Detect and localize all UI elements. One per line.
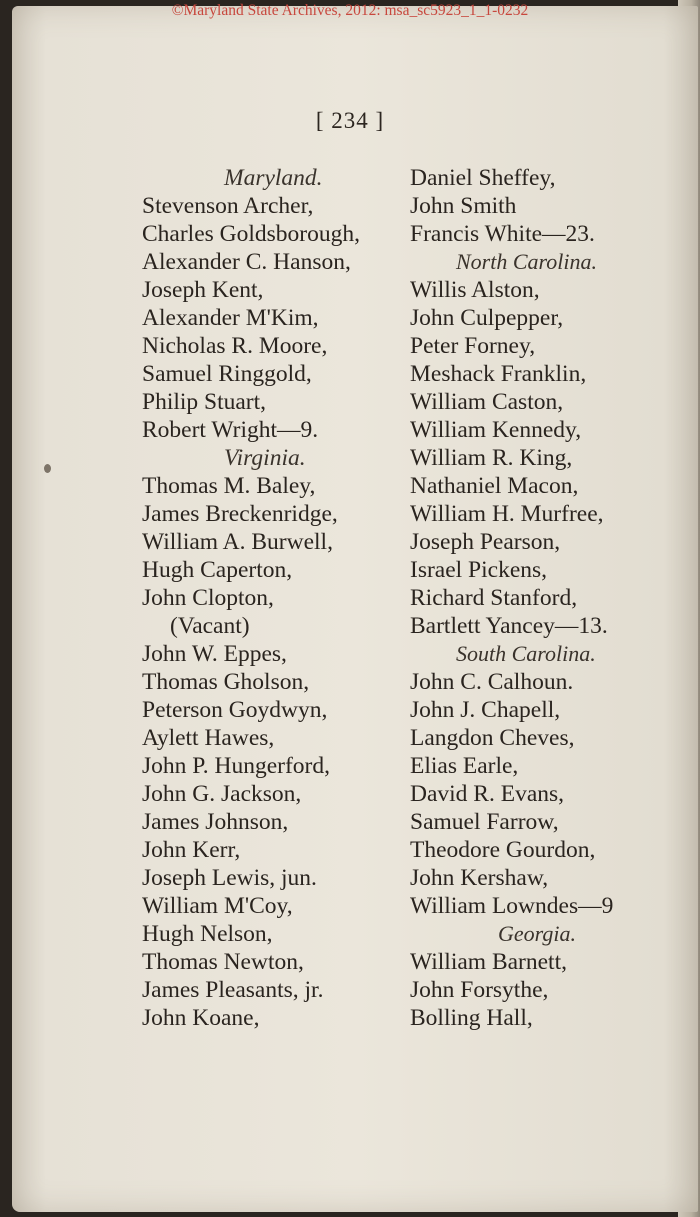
member-name: (Vacant) — [170, 613, 250, 639]
member-name: Robert Wright—9. — [142, 417, 319, 443]
member-name: Elias Earle, — [410, 753, 519, 779]
member-name: Nathaniel Macon, — [410, 473, 579, 499]
member-name: John Forsythe, — [410, 977, 549, 1003]
member-name: Hugh Caperton, — [142, 557, 293, 583]
member-name: Bolling Hall, — [410, 1005, 533, 1031]
member-name: William Barnett, — [410, 949, 567, 975]
member-name: Philip Stuart, — [142, 389, 267, 415]
member-name: John Smith — [410, 193, 517, 219]
member-name: Richard Stanford, — [410, 585, 578, 611]
member-name: Hugh Nelson, — [142, 921, 273, 947]
member-name: John Clopton, — [142, 585, 274, 611]
member-name: Aylett Hawes, — [142, 725, 275, 751]
member-name: William R. King, — [410, 445, 573, 471]
member-name: Thomas Newton, — [142, 949, 304, 975]
member-name: Samuel Farrow, — [410, 809, 559, 835]
member-name: William M'Coy, — [142, 893, 293, 919]
member-name: William Caston, — [410, 389, 564, 415]
member-name: Peter Forney, — [410, 333, 536, 359]
member-name: Israel Pickens, — [410, 557, 548, 583]
member-name: Thomas Gholson, — [142, 669, 310, 695]
state-heading: Virginia. — [224, 445, 306, 471]
member-name: Stevenson Archer, — [142, 193, 314, 219]
member-name: Willis Alston, — [410, 277, 540, 303]
member-name: Alexander M'Kim, — [142, 305, 319, 331]
member-name: Francis White—23. — [410, 221, 595, 247]
member-name: John Kershaw, — [410, 865, 549, 891]
member-name: James Breckenridge, — [142, 501, 338, 527]
member-name: Joseph Pearson, — [410, 529, 561, 555]
member-name: David R. Evans, — [410, 781, 565, 807]
member-name: Bartlett Yancey—13. — [410, 613, 608, 639]
member-name: William Kennedy, — [410, 417, 582, 443]
left-column — [142, 164, 360, 1032]
member-name: John Culpepper, — [410, 305, 564, 331]
member-name: William A. Burwell, — [142, 529, 333, 555]
page-number: [ 234 ] — [315, 108, 385, 133]
member-name: Alexander C. Hanson, — [142, 249, 351, 275]
member-name: Peterson Goydwyn, — [142, 697, 328, 723]
member-name: Langdon Cheves, — [410, 725, 575, 751]
member-name: Meshack Franklin, — [410, 361, 587, 387]
member-name: Nicholas R. Moore, — [142, 333, 328, 359]
member-name: William H. Murfree, — [410, 501, 604, 527]
member-name: John G. Jackson, — [142, 781, 302, 807]
member-name: John C. Calhoun. — [410, 669, 574, 695]
member-name: Joseph Lewis, jun. — [142, 865, 317, 891]
right-column — [410, 164, 613, 1032]
member-name: Charles Goldsborough, — [142, 221, 361, 247]
member-name: Samuel Ringgold, — [142, 361, 312, 387]
state-heading: North Carolina. — [456, 249, 597, 274]
member-name: John W. Eppes, — [142, 641, 287, 667]
member-name: John J. Chapell, — [410, 697, 561, 723]
member-name: James Pleasants, jr. — [142, 977, 324, 1003]
member-name: Daniel Sheffey, — [410, 165, 556, 191]
archive-watermark: ©Maryland State Archives, 2012: msa_sc5923_1_1-0232 — [171, 2, 529, 19]
member-name: John P. Hungerford, — [142, 753, 330, 779]
member-name: John Kerr, — [142, 837, 241, 863]
state-heading: Maryland. — [224, 165, 323, 191]
paper-blemish — [44, 464, 51, 473]
member-name: Theodore Gourdon, — [410, 837, 596, 863]
member-name: James Johnson, — [142, 809, 289, 835]
state-heading: South Carolina. — [456, 641, 596, 666]
state-heading: Georgia. — [498, 921, 577, 946]
member-name: John Koane, — [142, 1005, 260, 1031]
member-name: William Lowndes—9 — [410, 893, 614, 919]
member-name: Joseph Kent, — [142, 277, 264, 303]
member-name: Thomas M. Baley, — [142, 473, 316, 499]
